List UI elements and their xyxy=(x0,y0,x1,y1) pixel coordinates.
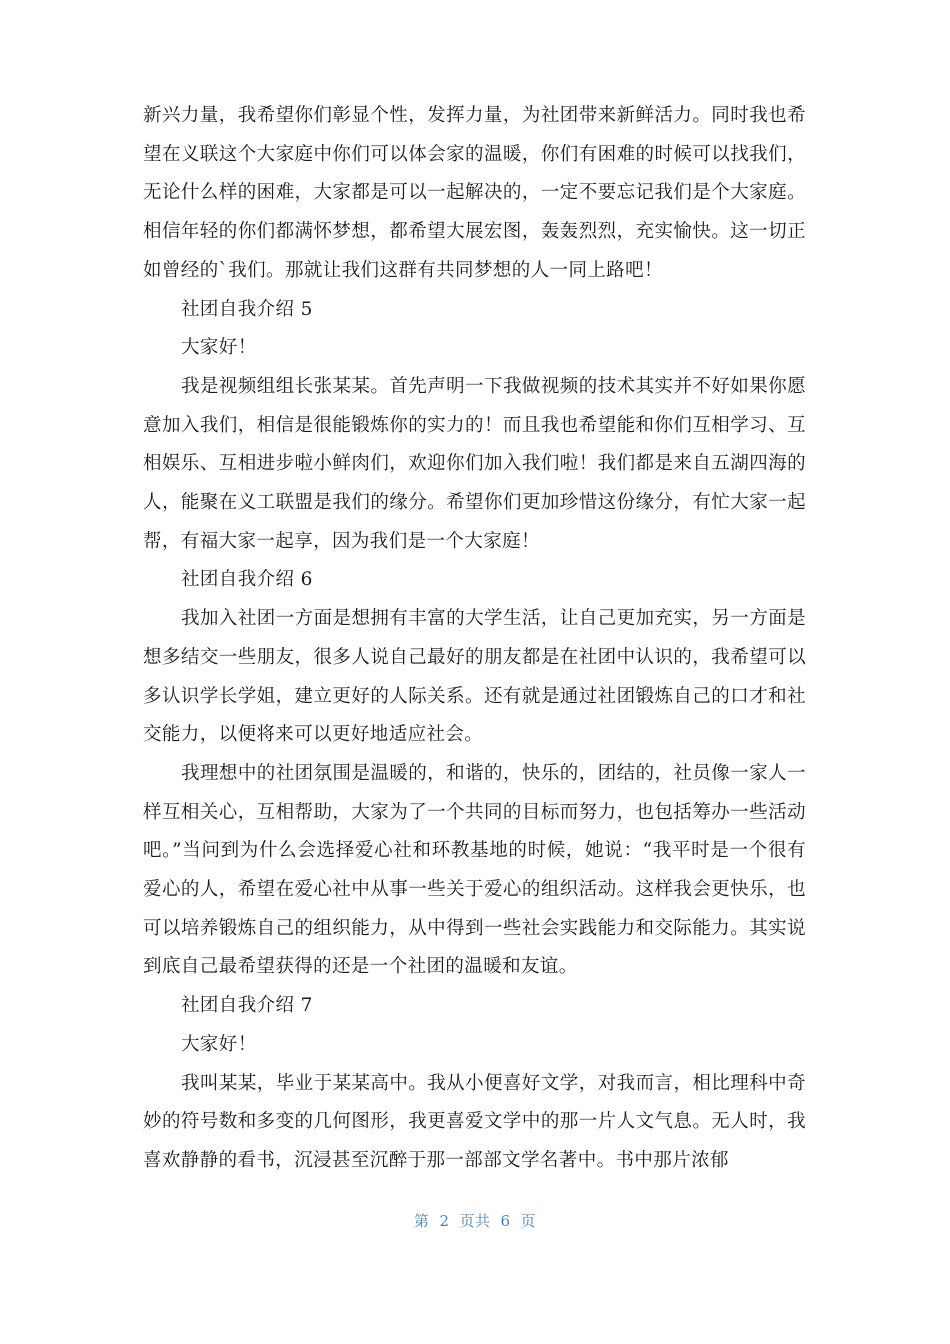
current-page-number: 2 xyxy=(439,1212,450,1230)
paragraph: 我是视频组组长张某某。首先声明一下我做视频的技术其实并不好如果你愿意加入我们，相信是很能锻炼你的实力的！而且我也希望能和你们互相学习、互相娱乐、互相进步啦小鲜肉们，欢迎你们加入我们啦！我们都是来自五湖四海的人，能聚在义工联盟是我们的缘分。希望你们更加珍惜这份缘分，有忙大家一起帮，有福大家一起享，因为我们是一个大家庭！ xyxy=(143,375,806,552)
paragraph: 我理想中的社团氛围是温暖的，和谐的，快乐的，团结的，社员像一家人一样互相关心，互相帮助，大家为了一个共同的目标而努力，也包括筹办一些活动吧。”当问到为什么会选择爱心社和环教基地的时候，她说：“我平时是一个很有爱心的人，希望在爱心社中从事一些关于爱心的组织活动。这样我会更快乐，也可以培养锻炼自己的组织能力，从中得到一些社会实践能力和交际能力。其实说到底自己最希望获得的还是一个社团的温暖和友谊。 xyxy=(143,762,806,978)
document-body xyxy=(143,97,806,1181)
section-heading-6: 社团自我介绍 6 xyxy=(181,569,313,591)
greeting-line: 大家好！ xyxy=(181,337,257,359)
total-pages-number: 6 xyxy=(500,1212,511,1230)
footer-word: 页共 xyxy=(459,1212,491,1230)
greeting-line: 大家好！ xyxy=(181,1033,257,1055)
paragraph: 我叫某某，毕业于某某高中。我从小便喜好文学，对我而言，相比理科中奇妙的符号数和多变的几何图形，我更喜爱文学中的那一片人文气息。无人时，我喜欢静静的看书，沉浸甚至沉醉于那一部部文学名著中。书中那片浓郁 xyxy=(143,1072,806,1171)
page-footer xyxy=(0,1210,950,1231)
section-heading-7: 社团自我介绍 7 xyxy=(181,995,313,1017)
section-heading-5: 社团自我介绍 5 xyxy=(181,298,313,320)
paragraph: 我加入社团一方面是想拥有丰富的大学生活，让自己更加充实，另一方面是想多结交一些朋友，很多人说自己最好的朋友都是在社团中认识的，我希望可以多认识学长学姐，建立更好的人际关系。还有就是通过社团锻炼自己的口才和社交能力，以便将来可以更好地适应社会。 xyxy=(143,608,806,746)
footer-word: 第 xyxy=(413,1212,430,1230)
paragraph-continuation: 新兴力量，我希望你们彰显个性，发挥力量，为社团带来新鲜活力。同时我也希望在义联这个大家庭中你们可以体会家的温暖，你们有困难的时候可以找我们，无论什么样的困难，大家都是可以一起解决的，一定不要忘记我们是个大家庭。相信年轻的你们都满怀梦想，都希望大展宏图，轰轰烈烈，充实愉快。这一切正如曾经的`我们。那就让我们这群有共同梦想的人一同上路吧！ xyxy=(143,105,806,281)
footer-word: 页 xyxy=(520,1212,537,1230)
